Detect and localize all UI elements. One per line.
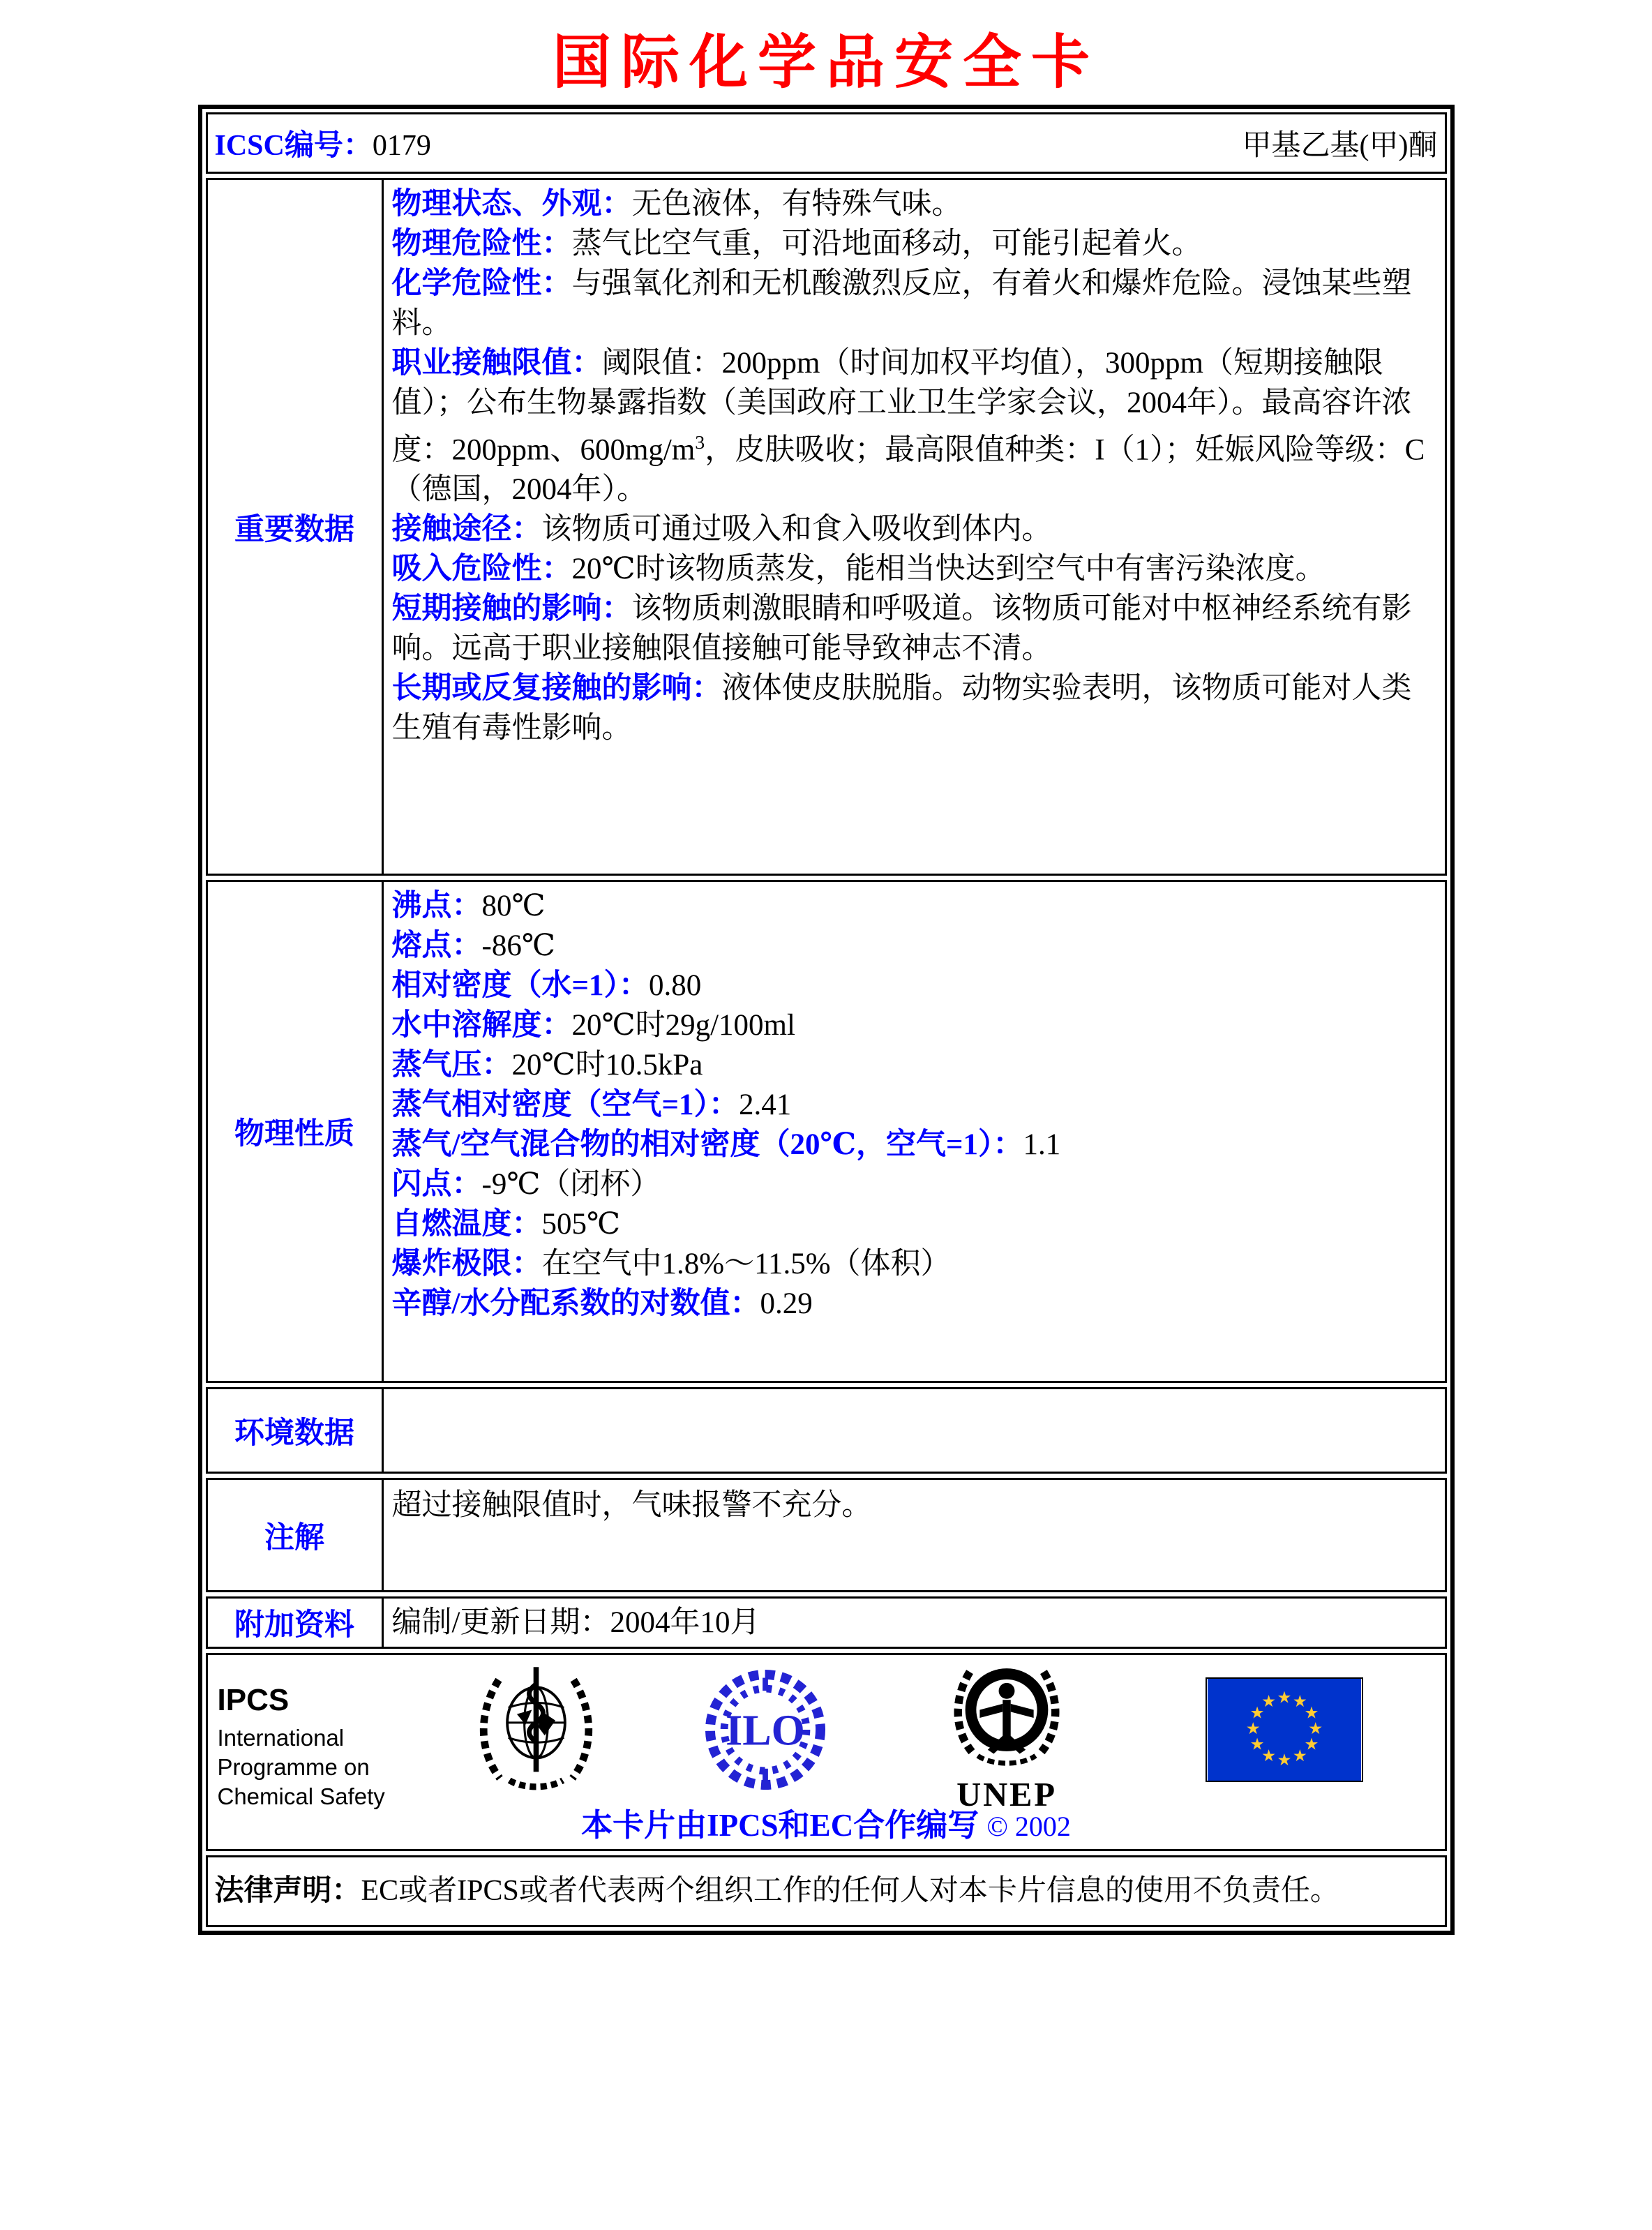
svg-text:★: ★	[1245, 1719, 1261, 1738]
property-line	[392, 1085, 1436, 1125]
property-value: 阈限值：200ppm（时间加权平均值），300ppm（短期接触限值）；公布生物暴露指数（美国政府工业卫生学家会议，2004年）。最高容许浓度：200ppm、600mg/m	[391, 347, 1412, 467]
property-value: 该物质可通过吸入和食入吸收到体内。	[541, 513, 1052, 546]
icsc-number-value: 0179	[372, 130, 431, 162]
property-line	[392, 926, 1436, 966]
property-label: 化学危险性：	[391, 267, 572, 300]
svg-text:★: ★	[1277, 1751, 1291, 1769]
svg-text:★: ★	[1303, 1703, 1319, 1722]
property-value: 液体使皮肤脱脂。动物实验表明，该物质可能对人类生殖有毒性影响。	[391, 672, 1412, 745]
property-line	[392, 343, 1436, 509]
who-logo-icon	[472, 1661, 601, 1793]
ilo-logo-text: ILO	[725, 1707, 805, 1756]
property-line	[392, 1045, 1436, 1085]
property-label: 蒸气压：	[391, 1049, 512, 1082]
important-data-section	[206, 178, 1447, 876]
icsc-number-group	[215, 122, 431, 164]
property-label: 沸点：	[391, 890, 482, 923]
notes-section	[206, 1478, 1447, 1592]
page-title: 国际化学品安全卡	[552, 27, 1099, 96]
superscript: 3	[695, 432, 705, 454]
ipcs-block	[218, 1683, 385, 1811]
property-label: 辛醇/水分配系数的对数值：	[391, 1287, 760, 1321]
property-label: 水中溶解度：	[391, 1009, 572, 1042]
property-value: -9℃（闭杯）	[481, 1168, 661, 1202]
ipcs-subtitle-line: International	[217, 1725, 345, 1751]
legal-content	[208, 1857, 1445, 1925]
footer-section	[206, 1653, 1447, 1851]
svg-text:★: ★	[1261, 1692, 1276, 1711]
property-value: 在空气中1.8%～11.5%（体积）	[541, 1248, 951, 1281]
property-value: 该物质刺激眼睛和呼吸道。该物质可能对中枢神经系统有影响。远高于职业接触限值接触可能导致神志不清。	[391, 592, 1412, 666]
svg-text:★: ★	[1303, 1735, 1319, 1753]
property-line	[392, 966, 1436, 1005]
svg-text:★: ★	[1307, 1719, 1323, 1738]
property-label: 闪点：	[391, 1168, 482, 1202]
credit-copyright: © 2002	[986, 1811, 1071, 1843]
svg-text:★: ★	[1292, 1692, 1307, 1711]
property-value: 0.29	[760, 1287, 813, 1321]
property-label: 熔点：	[391, 929, 482, 963]
property-line	[392, 1165, 1436, 1204]
important-data-label: 重要数据	[208, 180, 384, 874]
property-line	[392, 224, 1436, 264]
credit-line	[208, 1799, 1445, 1845]
property-value: 20℃时29g/100ml	[571, 1009, 795, 1042]
property-line	[392, 668, 1436, 748]
property-value: -86℃	[481, 929, 555, 963]
property-label: 蒸气相对密度（空气=1）：	[391, 1088, 739, 1122]
property-label: 物理危险性：	[391, 227, 572, 260]
property-label: 自燃温度：	[391, 1208, 542, 1241]
property-line	[392, 886, 1436, 926]
chemical-name: 甲基乙基(甲)酮	[1242, 130, 1438, 162]
property-value: 蒸气比空气重，可沿地面移动，可能引起着火。	[571, 227, 1202, 260]
svg-text:★: ★	[1277, 1688, 1291, 1707]
additional-info-section	[206, 1596, 1447, 1649]
property-value: 2.41	[739, 1088, 792, 1122]
property-value: ，皮肤吸收；最高限值种类：I（1）；妊娠风险等级：C（德国，2004年）。	[391, 433, 1425, 507]
property-line	[392, 589, 1436, 668]
svg-text:★: ★	[1292, 1746, 1307, 1765]
environmental-data-section	[206, 1387, 1447, 1474]
credit-text: 本卡片由IPCS和EC合作编写	[581, 1808, 979, 1843]
legal-section	[206, 1855, 1447, 1927]
physical-properties-content	[384, 882, 1445, 1381]
environmental-data-label: 环境数据	[208, 1389, 384, 1472]
notes-label: 注解	[208, 1480, 384, 1590]
property-label: 短期接触的影响：	[391, 592, 632, 626]
property-value: 20℃时该物质蒸发，能相当快达到空气中有害污染浓度。	[571, 553, 1326, 586]
additional-info-content: 编制/更新日期：2004年10月	[391, 1606, 760, 1640]
property-label: 蒸气/空气混合物的相对密度（20℃，空气=1）：	[391, 1128, 1023, 1162]
property-label: 接触途径：	[391, 513, 542, 546]
property-label: 相对密度（水=1）：	[391, 969, 649, 1003]
header-section	[206, 112, 1447, 174]
physical-properties-section	[206, 880, 1447, 1383]
legal-text: EC或者IPCS或者代表两个组织工作的任何人对本卡片信息的使用不负责任。	[361, 1875, 1339, 1908]
additional-info-label: 附加资料	[208, 1599, 384, 1647]
property-label: 长期或反复接触的影响：	[391, 672, 722, 705]
property-value: 0.80	[649, 969, 702, 1003]
important-data-content	[384, 180, 1445, 874]
unep-logo-text: UNEP	[956, 1776, 1057, 1813]
property-line	[392, 1204, 1436, 1244]
header-row	[208, 114, 1445, 172]
ilo-logo-icon	[700, 1665, 830, 1795]
property-line	[392, 1284, 1436, 1324]
property-label: 吸入危险性：	[391, 553, 572, 586]
property-line	[392, 1005, 1436, 1045]
svg-text:★: ★	[1249, 1703, 1265, 1722]
property-value: 80℃	[481, 890, 546, 923]
legal-label: 法律声明：	[214, 1875, 361, 1908]
property-line	[392, 264, 1436, 343]
property-value: 1.1	[1023, 1128, 1061, 1162]
property-line	[392, 549, 1436, 589]
property-value: 无色液体，有特殊气味。	[631, 188, 962, 220]
notes-content: 超过接触限值时，气味报警不充分。	[391, 1489, 872, 1522]
icsc-number-label: ICSC编号：	[214, 130, 373, 162]
icsc-card	[198, 105, 1455, 1935]
physical-properties-label: 物理性质	[208, 882, 384, 1381]
unep-logo-icon	[942, 1658, 1072, 1813]
property-line	[392, 184, 1436, 224]
property-line	[392, 1244, 1436, 1284]
svg-text:★: ★	[1249, 1735, 1265, 1753]
property-value: 20℃时10.5kPa	[511, 1049, 703, 1082]
ipcs-title: IPCS	[217, 1683, 290, 1718]
property-value: 505℃	[541, 1208, 621, 1241]
ipcs-subtitle-line: Programme on	[217, 1754, 370, 1781]
property-label: 物理状态、外观：	[391, 188, 632, 220]
property-label: 爆炸极限：	[391, 1248, 542, 1281]
property-line	[392, 509, 1436, 549]
svg-text:★: ★	[1261, 1746, 1276, 1765]
eu-flag-icon	[1206, 1677, 1363, 1782]
property-line	[392, 1125, 1436, 1165]
ipcs-subtitle-line: Chemical Safety	[217, 1783, 385, 1810]
property-value: 与强氧化剂和无机酸激烈反应，有着火和爆炸危险。浸蚀某些塑料。	[391, 267, 1412, 340]
property-label: 职业接触限值：	[391, 347, 602, 380]
environmental-data-content	[384, 1389, 1445, 1472]
